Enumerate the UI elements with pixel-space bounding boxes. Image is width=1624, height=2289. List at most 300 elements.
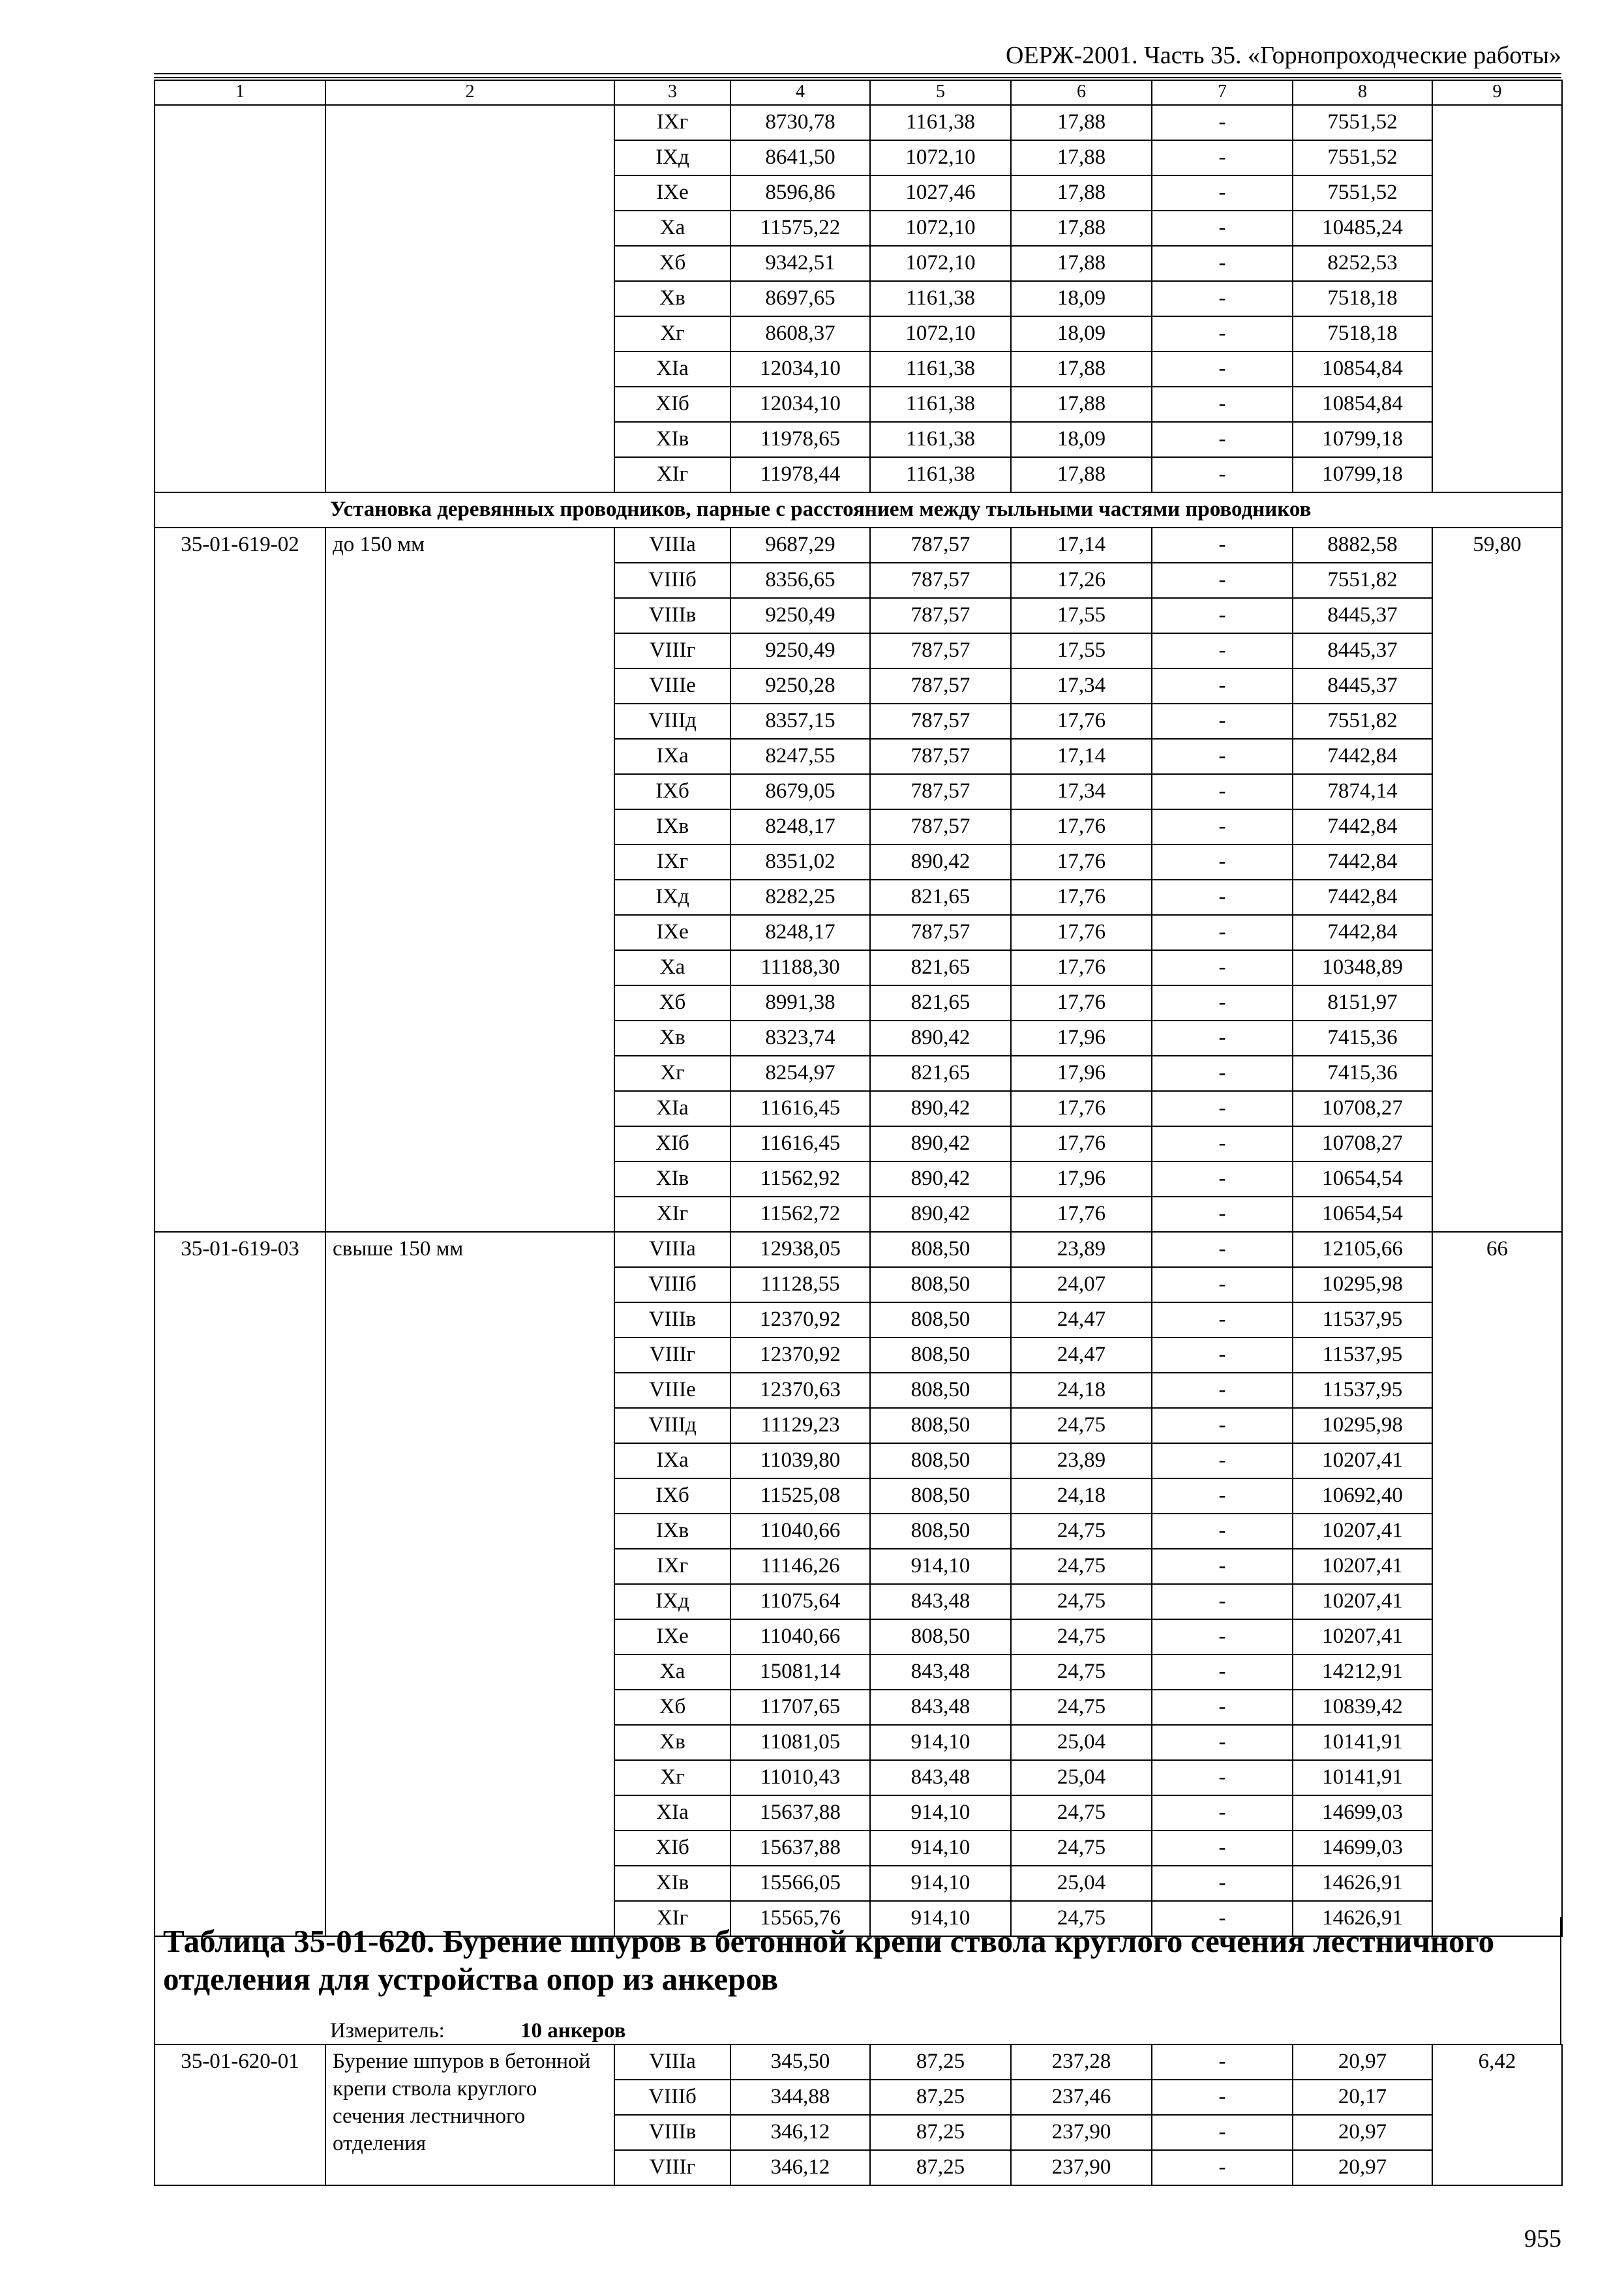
cell-col5: 808,50	[870, 1373, 1011, 1408]
cell-col4: 8679,05	[730, 774, 870, 809]
cell-col6: 24,75	[1011, 1831, 1152, 1866]
cell-col4: 11128,55	[730, 1267, 870, 1302]
cell-col6: 237,90	[1011, 2150, 1152, 2185]
cell-col6: 24,75	[1011, 1795, 1152, 1831]
header-rule	[154, 77, 1561, 78]
cell-col4: 11081,05	[730, 1725, 870, 1760]
cell-col5: 914,10	[870, 1795, 1011, 1831]
cell-col8: 10207,41	[1293, 1514, 1432, 1549]
cell-col4: 15637,88	[730, 1831, 870, 1866]
cell-col6: 24,75	[1011, 1514, 1152, 1549]
header-rule	[154, 73, 1561, 74]
cell-col5: 1161,38	[870, 352, 1011, 387]
cell-col8: 8445,37	[1293, 668, 1432, 704]
cell-col6: 17,76	[1011, 809, 1152, 845]
cell-col5: 787,57	[870, 915, 1011, 950]
rates-table-620	[154, 2044, 1563, 2186]
cell-section: VIIIд	[614, 1408, 730, 1443]
cell-col7: -	[1152, 1373, 1293, 1408]
cell-col6: 17,14	[1011, 739, 1152, 774]
cell-col5: 821,65	[870, 1056, 1011, 1091]
cell-col8: 10207,41	[1293, 1549, 1432, 1584]
cell-col6: 17,76	[1011, 1126, 1152, 1161]
cell-col5: 914,10	[870, 1725, 1011, 1760]
cell-section: Xа	[614, 950, 730, 985]
cell-col5: 821,65	[870, 985, 1011, 1021]
cell-section: VIIIг	[614, 1338, 730, 1373]
rate-code: 35-01-619-03	[155, 1232, 325, 1936]
cell-section: VIIIг	[614, 633, 730, 668]
cell-col6: 17,55	[1011, 598, 1152, 633]
cell-col5: 87,25	[870, 2150, 1011, 2185]
cell-col4: 8248,17	[730, 915, 870, 950]
cell-col4: 11075,64	[730, 1584, 870, 1619]
cell-col8: 7551,52	[1293, 175, 1432, 211]
cell-section: XIа	[614, 352, 730, 387]
column-number: 3	[614, 80, 730, 105]
cell-section: XIб	[614, 387, 730, 422]
cell-col5: 808,50	[870, 1408, 1011, 1443]
cell-section: VIIIг	[614, 2150, 730, 2185]
cell-col4: 9250,28	[730, 668, 870, 704]
cell-col6: 17,76	[1011, 1091, 1152, 1126]
cell-col6: 237,46	[1011, 2080, 1152, 2115]
cell-col6: 17,34	[1011, 774, 1152, 809]
cell-col8: 10141,91	[1293, 1725, 1432, 1760]
cell-col7: -	[1152, 1831, 1293, 1866]
cell-col7: -	[1152, 387, 1293, 422]
rates-table-619	[154, 80, 1563, 1937]
column-number: 6	[1011, 80, 1152, 105]
cell-section: IXб	[614, 774, 730, 809]
cell-col6: 24,75	[1011, 1690, 1152, 1725]
cell-col7: -	[1152, 105, 1293, 140]
cell-section: Xг	[614, 316, 730, 352]
cell-section: IXб	[614, 1478, 730, 1514]
cell-col4: 345,50	[730, 2044, 870, 2080]
cell-col4: 9250,49	[730, 598, 870, 633]
cell-col6: 24,75	[1011, 1901, 1152, 1936]
cell-col6: 25,04	[1011, 1760, 1152, 1795]
cell-col4: 11616,45	[730, 1126, 870, 1161]
cell-col5: 1161,38	[870, 281, 1011, 316]
cell-col7: -	[1152, 1478, 1293, 1514]
cell-col5: 87,25	[870, 2044, 1011, 2080]
cell-col8: 10654,54	[1293, 1197, 1432, 1232]
cell-section: IXг	[614, 105, 730, 140]
cell-col6: 17,88	[1011, 457, 1152, 492]
cell-col5: 87,25	[870, 2080, 1011, 2115]
rate-code: 35-01-620-01	[155, 2044, 325, 2185]
cell-col8: 7442,84	[1293, 845, 1432, 880]
cell-col7: -	[1152, 316, 1293, 352]
cell-col6: 17,76	[1011, 985, 1152, 1021]
cell-col6: 24,75	[1011, 1654, 1152, 1690]
cell-col7: -	[1152, 175, 1293, 211]
cell-col5: 808,50	[870, 1443, 1011, 1478]
cell-col4: 11978,65	[730, 422, 870, 457]
cell-col5: 1161,38	[870, 105, 1011, 140]
cell-section: IXе	[614, 175, 730, 211]
cell-col5: 1027,46	[870, 175, 1011, 211]
cell-col7: -	[1152, 809, 1293, 845]
cell-col4: 8697,65	[730, 281, 870, 316]
cell-col5: 808,50	[870, 1514, 1011, 1549]
cell-col8: 14626,91	[1293, 1866, 1432, 1901]
cell-col6: 17,88	[1011, 175, 1152, 211]
cell-col6: 17,14	[1011, 528, 1152, 563]
cell-col8: 10799,18	[1293, 457, 1432, 492]
cell-col4: 12370,63	[730, 1373, 870, 1408]
column-number: 2	[325, 80, 614, 105]
cell-col5: 914,10	[870, 1831, 1011, 1866]
cell-col8: 11537,95	[1293, 1373, 1432, 1408]
cell-col7: -	[1152, 281, 1293, 316]
cell-code	[155, 105, 325, 492]
cell-col7: -	[1152, 422, 1293, 457]
cell-col6: 24,47	[1011, 1338, 1152, 1373]
cell-col5: 890,42	[870, 1021, 1011, 1056]
cell-col4: 8323,74	[730, 1021, 870, 1056]
cell-col4: 8596,86	[730, 175, 870, 211]
cell-col8: 10799,18	[1293, 422, 1432, 457]
cell-col4: 15565,76	[730, 1901, 870, 1936]
cell-col8: 10654,54	[1293, 1161, 1432, 1197]
cell-col4: 11188,30	[730, 950, 870, 985]
cell-col6: 17,88	[1011, 352, 1152, 387]
cell-col6: 17,96	[1011, 1021, 1152, 1056]
cell-col4: 15081,14	[730, 1654, 870, 1690]
cell-col4: 8248,17	[730, 809, 870, 845]
cell-col7: -	[1152, 633, 1293, 668]
cell-col4: 11010,43	[730, 1760, 870, 1795]
cell-col6: 18,09	[1011, 316, 1152, 352]
cell-col5: 843,48	[870, 1690, 1011, 1725]
cell-col5: 1161,38	[870, 422, 1011, 457]
cell-col7: -	[1152, 246, 1293, 281]
cell-col6: 17,88	[1011, 387, 1152, 422]
cell-col7: -	[1152, 1584, 1293, 1619]
rate-col9: 59,80	[1432, 528, 1562, 1232]
cell-col5: 890,42	[870, 1091, 1011, 1126]
cell-section: VIIIв	[614, 1302, 730, 1338]
cell-col5: 890,42	[870, 845, 1011, 880]
cell-col8: 20,17	[1293, 2080, 1432, 2115]
cell-col8: 20,97	[1293, 2115, 1432, 2150]
cell-section: VIIIе	[614, 1373, 730, 1408]
cell-col6: 24,75	[1011, 1584, 1152, 1619]
cell-col4: 11562,92	[730, 1161, 870, 1197]
column-number: 9	[1432, 80, 1562, 105]
cell-col4: 9687,29	[730, 528, 870, 563]
cell-col7: -	[1152, 739, 1293, 774]
cell-col6: 23,89	[1011, 1443, 1152, 1478]
cell-col8: 10295,98	[1293, 1267, 1432, 1302]
cell-col4: 11562,72	[730, 1197, 870, 1232]
cell-col8: 7518,18	[1293, 281, 1432, 316]
cell-section: VIIIб	[614, 2080, 730, 2115]
cell-col5: 808,50	[870, 1267, 1011, 1302]
cell-col7: -	[1152, 1901, 1293, 1936]
cell-col5: 87,25	[870, 2115, 1011, 2150]
cell-col4: 11707,65	[730, 1690, 870, 1725]
cell-col9	[1432, 105, 1562, 492]
cell-col8: 11537,95	[1293, 1302, 1432, 1338]
cell-col6: 24,47	[1011, 1302, 1152, 1338]
cell-col5: 1161,38	[870, 457, 1011, 492]
cell-col7: -	[1152, 880, 1293, 915]
cell-col5: 787,57	[870, 739, 1011, 774]
cell-col6: 17,76	[1011, 880, 1152, 915]
cell-col4: 8641,50	[730, 140, 870, 175]
cell-section: VIIIв	[614, 2115, 730, 2150]
cell-col6: 23,89	[1011, 1232, 1152, 1267]
column-number-row	[155, 80, 1562, 105]
cell-col8: 8445,37	[1293, 633, 1432, 668]
cell-col5: 1072,10	[870, 246, 1011, 281]
cell-col7: -	[1152, 1443, 1293, 1478]
table-row	[155, 1232, 1562, 1267]
cell-section: XIг	[614, 1197, 730, 1232]
cell-name	[325, 105, 614, 492]
cell-col6: 17,76	[1011, 704, 1152, 739]
cell-col7: -	[1152, 845, 1293, 880]
cell-col4: 8282,25	[730, 880, 870, 915]
cell-col7: -	[1152, 668, 1293, 704]
cell-col5: 787,57	[870, 704, 1011, 739]
cell-section: VIIIб	[614, 1267, 730, 1302]
cell-col5: 1161,38	[870, 387, 1011, 422]
cell-col5: 787,57	[870, 633, 1011, 668]
cell-col8: 20,97	[1293, 2044, 1432, 2080]
cell-col4: 11039,80	[730, 1443, 870, 1478]
cell-col6: 237,28	[1011, 2044, 1152, 2080]
cell-col5: 808,50	[870, 1302, 1011, 1338]
cell-col7: -	[1152, 211, 1293, 246]
cell-col7: -	[1152, 1619, 1293, 1654]
cell-col7: -	[1152, 1408, 1293, 1443]
cell-col7: -	[1152, 140, 1293, 175]
cell-col6: 24,75	[1011, 1408, 1152, 1443]
cell-col7: -	[1152, 1267, 1293, 1302]
cell-col4: 11978,44	[730, 457, 870, 492]
cell-col4: 12370,92	[730, 1302, 870, 1338]
cell-col4: 9342,51	[730, 246, 870, 281]
cell-col6: 17,76	[1011, 915, 1152, 950]
cell-section: XIб	[614, 1831, 730, 1866]
cell-col6: 25,04	[1011, 1866, 1152, 1901]
cell-col5: 808,50	[870, 1478, 1011, 1514]
cell-section: IXг	[614, 845, 730, 880]
cell-col8: 7415,36	[1293, 1021, 1432, 1056]
cell-col7: -	[1152, 1654, 1293, 1690]
cell-col5: 787,57	[870, 809, 1011, 845]
cell-col7: -	[1152, 1021, 1293, 1056]
cell-section: VIIIб	[614, 563, 730, 598]
cell-section: XIв	[614, 1161, 730, 1197]
cell-col6: 18,09	[1011, 281, 1152, 316]
cell-section: IXа	[614, 1443, 730, 1478]
cell-col4: 11525,08	[730, 1478, 870, 1514]
cell-col6: 17,76	[1011, 845, 1152, 880]
cell-col5: 808,50	[870, 1338, 1011, 1373]
cell-col8: 8151,97	[1293, 985, 1432, 1021]
cell-col7: -	[1152, 950, 1293, 985]
cell-col4: 8247,55	[730, 739, 870, 774]
cell-col6: 24,18	[1011, 1478, 1152, 1514]
cell-col8: 10207,41	[1293, 1584, 1432, 1619]
cell-col8: 7442,84	[1293, 809, 1432, 845]
rate-name: свыше 150 мм	[325, 1232, 614, 1936]
cell-col5: 1072,10	[870, 140, 1011, 175]
section-heading: Установка деревянных проводников, парные с расстоянием между тыльными частями проводников	[155, 492, 1562, 528]
cell-col6: 17,88	[1011, 140, 1152, 175]
cell-section: Xб	[614, 246, 730, 281]
table-row	[155, 528, 1562, 563]
cell-section: IXв	[614, 1514, 730, 1549]
cell-col4: 12034,10	[730, 352, 870, 387]
cell-col5: 808,50	[870, 1619, 1011, 1654]
cell-col8: 14626,91	[1293, 1901, 1432, 1936]
cell-col6: 24,75	[1011, 1619, 1152, 1654]
cell-col4: 9250,49	[730, 633, 870, 668]
cell-section: IXе	[614, 915, 730, 950]
cell-col7: -	[1152, 2080, 1293, 2115]
cell-section: VIIIе	[614, 668, 730, 704]
cell-col6: 17,76	[1011, 1197, 1152, 1232]
cell-section: Xб	[614, 985, 730, 1021]
cell-col7: -	[1152, 2115, 1293, 2150]
cell-col8: 7551,52	[1293, 140, 1432, 175]
cell-col5: 821,65	[870, 950, 1011, 985]
cell-col8: 14699,03	[1293, 1831, 1432, 1866]
cell-col7: -	[1152, 1338, 1293, 1373]
cell-col4: 11616,45	[730, 1091, 870, 1126]
cell-col6: 17,34	[1011, 668, 1152, 704]
cell-section: IXе	[614, 1619, 730, 1654]
cell-section: VIIIа	[614, 1232, 730, 1267]
cell-col7: -	[1152, 598, 1293, 633]
cell-section: IXд	[614, 880, 730, 915]
page-number: 955	[1524, 2225, 1561, 2252]
cell-col8: 11537,95	[1293, 1338, 1432, 1373]
cell-section: XIа	[614, 1091, 730, 1126]
cell-col8: 10141,91	[1293, 1760, 1432, 1795]
cell-section: Xв	[614, 1021, 730, 1056]
cell-col7: -	[1152, 563, 1293, 598]
cell-col6: 17,26	[1011, 563, 1152, 598]
cell-section: Xа	[614, 1654, 730, 1690]
cell-col5: 1072,10	[870, 211, 1011, 246]
cell-col8: 7442,84	[1293, 880, 1432, 915]
cell-col4: 11040,66	[730, 1619, 870, 1654]
cell-col5: 914,10	[870, 1549, 1011, 1584]
cell-col5: 1072,10	[870, 316, 1011, 352]
section-row	[155, 492, 1562, 528]
cell-col5: 914,10	[870, 1901, 1011, 1936]
cell-col8: 10348,89	[1293, 950, 1432, 985]
cell-col7: -	[1152, 774, 1293, 809]
cell-col8: 10708,27	[1293, 1091, 1432, 1126]
cell-section: IXд	[614, 1584, 730, 1619]
cell-section: IXа	[614, 739, 730, 774]
cell-col8: 14699,03	[1293, 1795, 1432, 1831]
rate-col9: 66	[1432, 1232, 1562, 1936]
cell-col5: 843,48	[870, 1654, 1011, 1690]
cell-section: IXв	[614, 809, 730, 845]
cell-col6: 17,96	[1011, 1056, 1152, 1091]
cell-col8: 7415,36	[1293, 1056, 1432, 1091]
cell-col7: -	[1152, 1056, 1293, 1091]
cell-col5: 843,48	[870, 1760, 1011, 1795]
cell-col4: 8730,78	[730, 105, 870, 140]
cell-col7: -	[1152, 915, 1293, 950]
cell-col8: 10708,27	[1293, 1126, 1432, 1161]
rate-col9: 6,42	[1432, 2044, 1562, 2185]
cell-col7: -	[1152, 1126, 1293, 1161]
column-number: 1	[155, 80, 325, 105]
cell-section: Xв	[614, 281, 730, 316]
cell-col5: 787,57	[870, 563, 1011, 598]
cell-col6: 17,55	[1011, 633, 1152, 668]
cell-col8: 7874,14	[1293, 774, 1432, 809]
cell-section: Xа	[614, 211, 730, 246]
cell-col7: -	[1152, 1725, 1293, 1760]
cell-col8: 7551,82	[1293, 704, 1432, 739]
cell-col5: 787,57	[870, 668, 1011, 704]
cell-col8: 10692,40	[1293, 1478, 1432, 1514]
cell-col7: -	[1152, 1091, 1293, 1126]
cell-col6: 24,75	[1011, 1549, 1152, 1584]
cell-col6: 18,09	[1011, 422, 1152, 457]
cell-section: VIIIа	[614, 528, 730, 563]
table-620-title: Таблица 35-01-620. Бурение шпуров в бетонной крепи ствола круглого сечения лестничного отделения для устройства опор из анкеров	[154, 1917, 1561, 2016]
cell-col4: 11575,22	[730, 211, 870, 246]
cell-col7: -	[1152, 985, 1293, 1021]
cell-col4: 8991,38	[730, 985, 870, 1021]
cell-col8: 7442,84	[1293, 739, 1432, 774]
cell-col8: 7442,84	[1293, 915, 1432, 950]
cell-section: XIв	[614, 1866, 730, 1901]
running-header: ОЕРЖ-2001. Часть 35. «Горнопроходческие работы»	[1006, 42, 1561, 69]
cell-col5: 890,42	[870, 1126, 1011, 1161]
column-number: 7	[1152, 80, 1293, 105]
cell-section: XIб	[614, 1126, 730, 1161]
cell-col8: 8882,58	[1293, 528, 1432, 563]
cell-col7: -	[1152, 1549, 1293, 1584]
unit-label: Измеритель:	[330, 2019, 445, 2042]
cell-col6: 17,96	[1011, 1161, 1152, 1197]
cell-col4: 11146,26	[730, 1549, 870, 1584]
cell-col8: 14212,91	[1293, 1654, 1432, 1690]
cell-section: XIг	[614, 1901, 730, 1936]
cell-section: IXд	[614, 140, 730, 175]
cell-section: Xг	[614, 1760, 730, 1795]
cell-col8: 8445,37	[1293, 598, 1432, 633]
cell-col4: 12034,10	[730, 387, 870, 422]
cell-col4: 12938,05	[730, 1232, 870, 1267]
cell-col7: -	[1152, 352, 1293, 387]
cell-col7: -	[1152, 2044, 1293, 2080]
cell-col7: -	[1152, 1232, 1293, 1267]
cell-col6: 17,88	[1011, 211, 1152, 246]
cell-col7: -	[1152, 1514, 1293, 1549]
cell-col5: 890,42	[870, 1197, 1011, 1232]
cell-col8: 10854,84	[1293, 387, 1432, 422]
cell-col6: 237,90	[1011, 2115, 1152, 2150]
cell-col4: 346,12	[730, 2115, 870, 2150]
cell-col4: 15637,88	[730, 1795, 870, 1831]
